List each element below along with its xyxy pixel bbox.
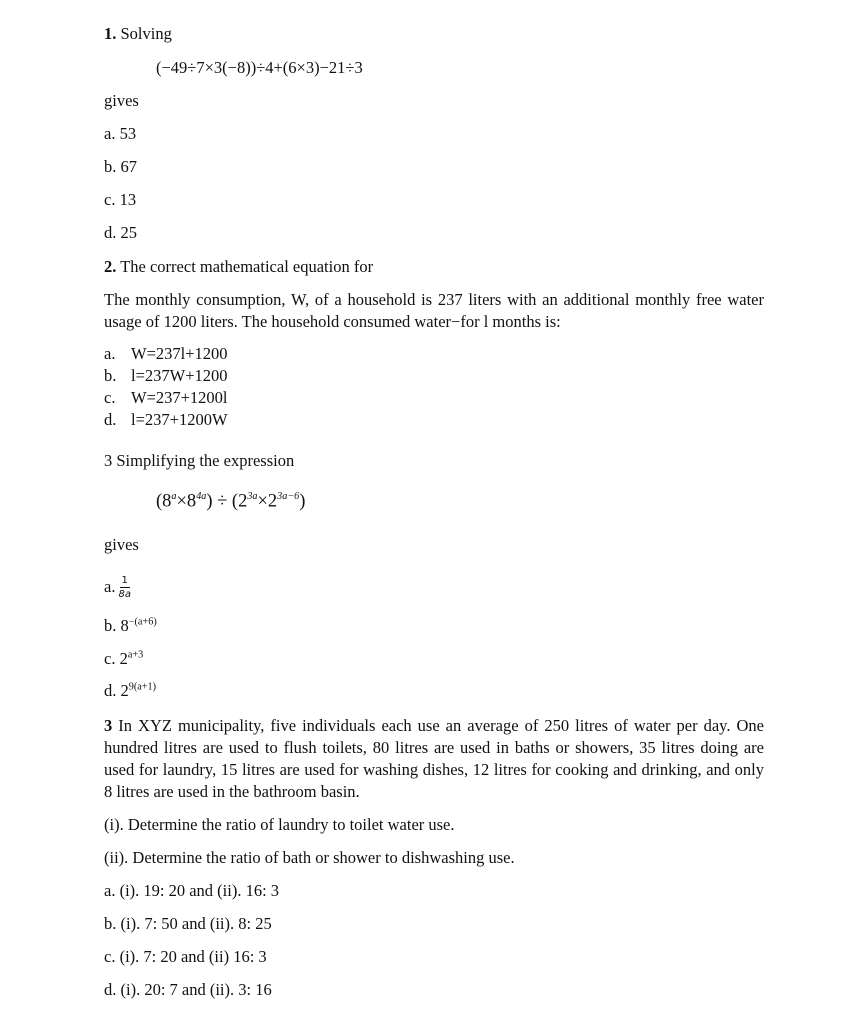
q2-option-a: a. W=237l+1200 xyxy=(104,344,228,363)
q3-option-a: a. $\frac{1}{8a}$ xyxy=(104,575,131,600)
q1-option-a: a. 53 xyxy=(104,124,137,143)
q4-body: 3 In XYZ municipality, five individuals each use an average of 250 litres of water per day. One hundred litres are used to flush toilets, 80 litres are used in baths or showers, 35 litres doing are used for laundry, 15 litres are used for washing dishes, 12 litres for cooking and drinking, and only 8 litres are used in the bathroom basin. xyxy=(104,716,764,801)
q1-option-c: c. 13 xyxy=(104,190,137,209)
q1-option-d: d. 25 xyxy=(104,223,137,242)
q1-number: 1. xyxy=(104,24,117,43)
q2-option-b: b. l=237W+1200 xyxy=(104,366,228,385)
q4-part-ii: (ii). Determine the ratio of bath or shower to dishwashing use. xyxy=(104,848,515,867)
q4-option-c: c. (i). 7: 20 and (ii) 16: 3 xyxy=(104,947,267,966)
q3-option-d: d. $2^{9(a+1)}$ xyxy=(104,681,157,700)
q3-gives: gives xyxy=(104,535,139,554)
q4-option-b: b. (i). 7: 50 and (ii). 8: 25 xyxy=(104,914,272,933)
q1-expression: (−49÷7×3(−8))÷4+(6×3)−21÷3 xyxy=(156,58,363,77)
q2-heading xyxy=(104,257,373,277)
q2-option-c: c. W=237+1200l xyxy=(104,388,228,407)
q3-option-c: c. $2^{a+3}$ xyxy=(104,649,144,668)
q4-number: 3 xyxy=(104,716,113,735)
q3-expression: $(8^a\times 8^{4a}) \div (2^{3a}\times 2^{3a-6})$ xyxy=(156,491,306,512)
q2-body: The monthly consumption, W, of a household is 237 liters with an additional monthly free water usage of 1200 liters. The household consumed water−for l months is: xyxy=(104,290,764,331)
q4-option-a: a. (i). 19: 20 and (ii). 16: 3 xyxy=(104,881,280,900)
fraction: $\frac{1}{8a}$ xyxy=(118,575,131,600)
q1-heading xyxy=(104,24,172,44)
q4-option-d: d. (i). 20: 7 and (ii). 3: 16 xyxy=(104,980,272,999)
q3-option-b: b. $8^{-(a+6)}$ xyxy=(104,616,157,635)
q1-title: Solving xyxy=(120,24,172,43)
q3-title: 3 Simplifying the expression xyxy=(104,451,295,470)
q4-part-i: (i). Determine the ratio of laundry to toilet water use. xyxy=(104,815,455,834)
q1-option-b: b. 67 xyxy=(104,157,137,176)
q1-gives: gives xyxy=(104,91,139,110)
q2-option-d: d. l=237+1200W xyxy=(104,410,228,429)
q2-number: 2. xyxy=(104,257,117,276)
q2-title: The correct mathematical equation for xyxy=(120,257,374,276)
